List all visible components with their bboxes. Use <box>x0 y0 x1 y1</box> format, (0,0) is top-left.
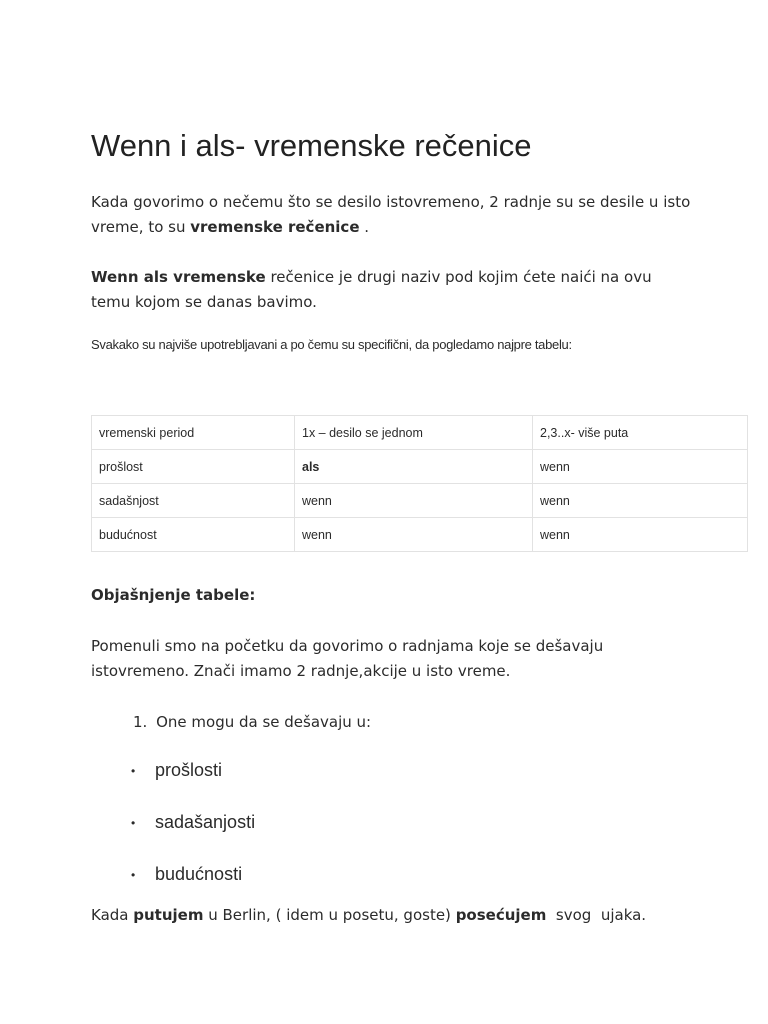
bullet-text: prošlosti <box>155 760 223 780</box>
example-part: Kada <box>91 906 134 924</box>
explanation-heading: Objašnjenje tabele: <box>91 586 256 604</box>
table-cell: wenn <box>295 484 533 518</box>
intro-paragraph <box>91 190 691 240</box>
table-cell: wenn <box>533 484 748 518</box>
table-row <box>92 484 748 518</box>
intro-bold: vremenske rečenice <box>190 218 360 236</box>
als-wenn-table <box>91 415 748 552</box>
bullet-item <box>131 812 255 833</box>
example-sentence <box>91 903 691 928</box>
second-bold: Wenn als vremenske <box>91 268 266 286</box>
table-cell: wenn <box>533 518 748 552</box>
table-cell: 1x – desilo se jednom <box>295 416 533 450</box>
bullet-dot-icon: • <box>131 816 136 831</box>
explanation-paragraph: Pomenuli smo na početku da govorimo o radnjama koje se dešavaju istovremeno. Znači imamo 2 radnje,akcije u isto vreme. <box>91 637 604 680</box>
table-cell: 2,3..x- više puta <box>533 416 748 450</box>
example-bold: posećujem <box>455 906 547 924</box>
bullet-text: budućnosti <box>155 864 243 884</box>
table-cell: budućnost <box>92 518 295 552</box>
bullet-dot-icon: • <box>131 868 136 883</box>
intro-end: . <box>359 218 370 236</box>
bullet-item <box>131 864 242 885</box>
example-part: u Berlin, ( idem u posetu, goste) <box>203 906 456 924</box>
list-number: 1. <box>133 713 148 731</box>
table-cell: wenn <box>295 518 533 552</box>
intro-text: Kada govorimo o nečemu što se desilo istovremeno, 2 radnje su se desile u isto vreme, to su <box>91 193 691 236</box>
table-row <box>92 450 748 484</box>
second-text: rečenice je drugi naziv pod kojim ćete naići na ovu temu kojom se danas bavimo. <box>91 268 652 311</box>
table-cell: vremenski period <box>92 416 295 450</box>
bullet-dot-icon: • <box>131 764 136 779</box>
table-cell: prošlost <box>92 450 295 484</box>
table-cell: als <box>295 450 533 484</box>
page-title: Wenn i als- vremenske rečenice <box>91 128 532 163</box>
bullet-item <box>131 760 222 781</box>
example-bold: putujem <box>133 906 204 924</box>
ordered-list-item <box>133 710 371 735</box>
second-paragraph <box>91 265 691 315</box>
bullet-text: sadašanjosti <box>155 812 256 832</box>
table-row <box>92 518 748 552</box>
example-part: svog ujaka. <box>546 906 647 924</box>
table-cell: sadašnjost <box>92 484 295 518</box>
table-cell: wenn <box>533 450 748 484</box>
table-header-row <box>92 416 748 450</box>
list-text: One mogu da se dešavaju u: <box>156 713 372 731</box>
table-intro: Svakako su najviše upotrebljavani a po čemu su specifični, da pogledamo najpre tabelu: <box>91 337 572 352</box>
